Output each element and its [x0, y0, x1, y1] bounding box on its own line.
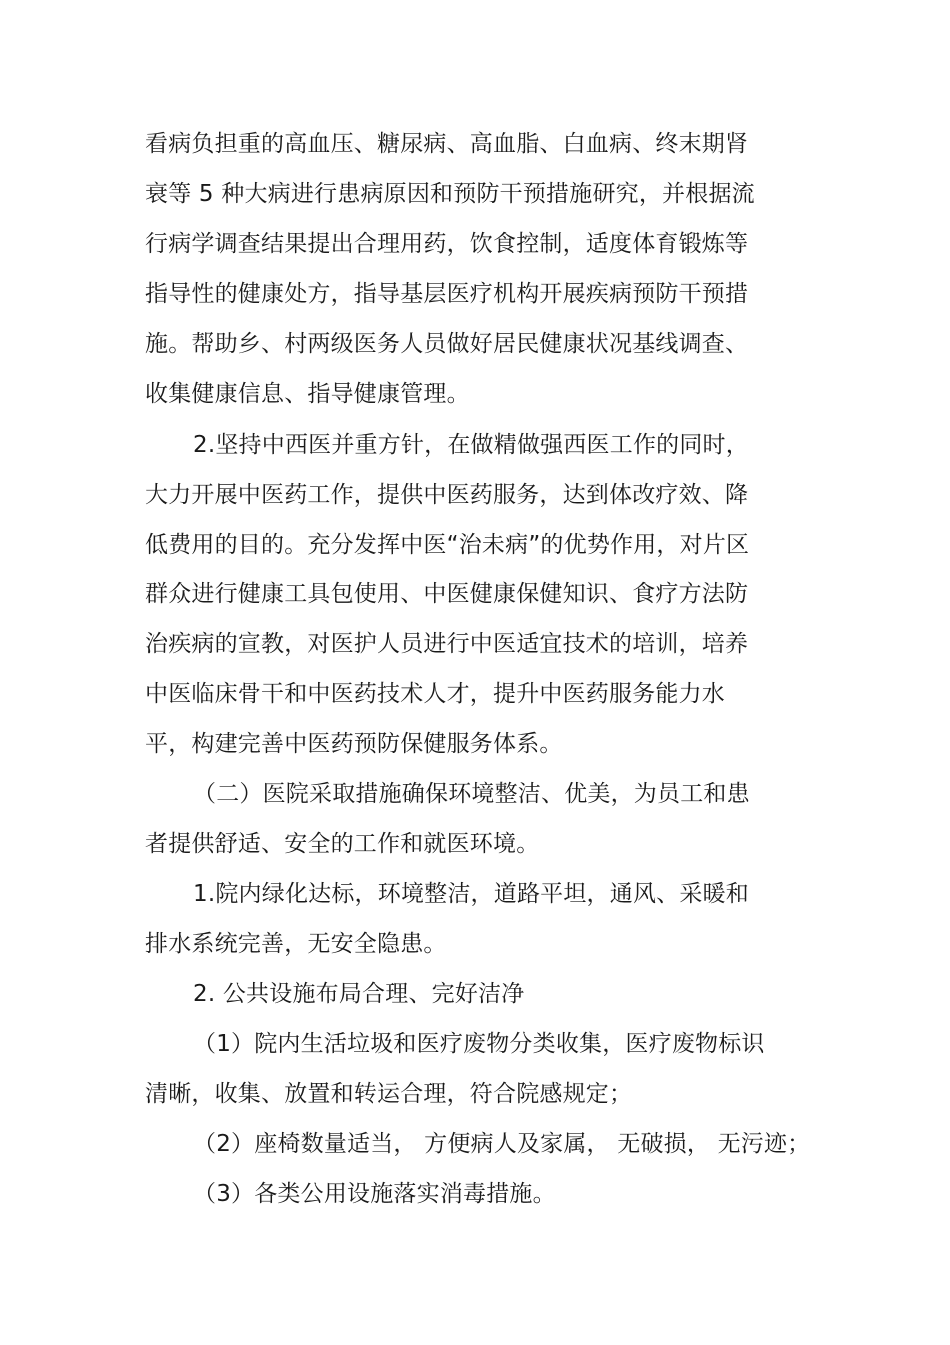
text-line: 中医临床骨干和中医药技术人才，提升中医药服务能力水	[145, 681, 725, 707]
paragraph-start-line: 1.院内绿化达标，环境整洁，道路平坦，通风、采暖和	[193, 881, 749, 907]
text-line: 平，构建完善中医药预防保健服务体系。	[145, 731, 563, 757]
paragraph-start-line: 2. 公共设施布局合理、完好洁净	[193, 981, 525, 1007]
text-line: 指导性的健康处方，指导基层医疗机构开展疾病预防干预措	[145, 281, 749, 307]
list-item-line: （1）院内生活垃圾和医疗废物分类收集，医疗废物标识	[193, 1031, 765, 1057]
text-line: 大力开展中医药工作，提供中医药服务，达到体改疗效、降	[145, 482, 749, 508]
text-line: 群众进行健康工具包使用、中医健康保健知识、食疗方法防	[145, 581, 749, 607]
text-line: 低费用的目的。充分发挥中医“治未病”的优势作用，对片区	[145, 532, 750, 558]
list-item-line: （2）座椅数量适当， 方便病人及家属， 无破损， 无污迹；	[193, 1131, 811, 1157]
paragraph-start-line: 2.坚持中西医并重方针，在做精做强西医工作的同时，	[193, 432, 749, 458]
text-line: 者提供舒适、安全的工作和就医环境。	[145, 831, 540, 857]
list-item-line: （3）各类公用设施落实消毒措施。	[193, 1181, 556, 1207]
section-heading-line: （二）医院采取措施确保环境整洁、优美，为员工和患	[193, 781, 750, 807]
text-line: 收集健康信息、指导健康管理。	[145, 381, 470, 407]
text-line: 行病学调查结果提出合理用药，饮食控制，适度体育锻炼等	[145, 231, 749, 257]
text-line: 施。帮助乡、村两级医务人员做好居民健康状况基线调查、	[145, 331, 749, 357]
text-line: 清晰，收集、放置和转运合理，符合院感规定；	[145, 1081, 633, 1107]
text-line: 衰等 5 种大病进行患病原因和预防干预措施研究，并根据流	[145, 181, 755, 207]
text-line: 治疾病的宣教，对医护人员进行中医适宜技术的培训，培养	[145, 631, 749, 657]
text-line: 排水系统完善，无安全隐患。	[145, 931, 447, 957]
text-line: 看病负担重的高血压、糖尿病、高血脂、白血病、终末期肾	[145, 131, 749, 157]
